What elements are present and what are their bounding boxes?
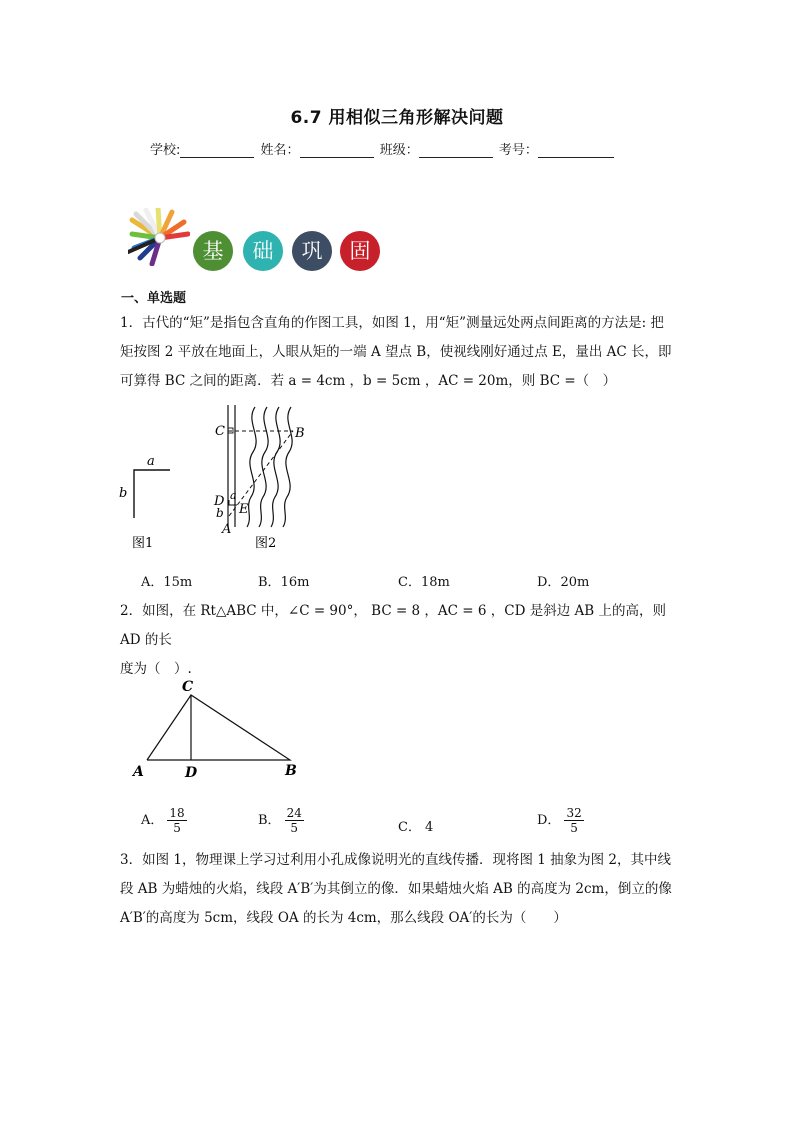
fig2-label-A: A — [222, 522, 232, 537]
q2-option-b[interactable] — [258, 806, 304, 835]
question-1-figure-2 — [205, 402, 315, 557]
question-1-line-3: 可算得 BC 之间的距离．若 a = 4cm ，b = 5cm ，AC = 20m，则 BC =（ ） — [120, 373, 617, 389]
exam-number-label: 考号： — [498, 143, 538, 158]
student-info-line — [150, 139, 616, 158]
denominator: 5 — [290, 821, 299, 835]
option-key: C． — [398, 575, 421, 590]
option-value: 15m — [163, 575, 193, 590]
option-value: 20m — [560, 575, 590, 590]
banner-circle-gong: 巩 — [292, 231, 332, 271]
numerator: 32 — [566, 806, 582, 820]
fig2-label-C: C — [215, 424, 225, 439]
banner-circle-ji: 基 — [193, 231, 233, 271]
fig2-label-b: b — [216, 506, 224, 520]
q2-option-a[interactable] — [141, 806, 187, 835]
denominator: 5 — [173, 821, 181, 835]
question-1-line-2: 矩按图 2 平放在地面上，人眼从矩的一端 A 望点 B，使视线刚好通过点 E，量出 AC 长，即 — [120, 344, 672, 360]
denominator: 5 — [570, 821, 578, 835]
q2-label-C: C — [182, 679, 194, 695]
banner-circle-gu: 固 — [340, 231, 380, 271]
question-1-line-1: 1．古代的“矩”是指包含直角的作图工具，如图 1，用“矩”测量远处两点间距离的方法是: 把 — [120, 315, 664, 331]
q2-label-D: D — [185, 765, 198, 781]
question-3 — [120, 846, 680, 933]
question-2 — [120, 597, 680, 684]
option-key: A． — [141, 575, 164, 590]
school-label: 学校: — [150, 143, 181, 158]
fig2-caption: 图2 — [255, 536, 277, 551]
question-3-line-2: 段 AB 为蜡烛的火焰，线段 A′B′为其倒立的像．如果蜡烛火焰 AB 的高度为 2cm，倒立的像 — [120, 881, 672, 897]
q1-option-d[interactable] — [537, 571, 589, 590]
q1-option-b[interactable] — [258, 571, 309, 590]
option-key: B． — [258, 813, 281, 828]
numerator: 18 — [169, 806, 185, 820]
page-title: 6.7 用相似三角形解决问题 — [290, 108, 504, 128]
name-label: 姓名： — [260, 143, 300, 158]
option-key: C． — [398, 820, 421, 835]
q2-option-c[interactable] — [398, 816, 433, 835]
question-1-figure-1 — [114, 448, 184, 558]
class-blank[interactable] — [419, 144, 493, 158]
option-key: D． — [537, 575, 561, 590]
question-3-line-1: 3．如图 1，物理课上学习过利用小孔成像说明光的直线传播．现将图 1 抽象为图 2，其中线 — [120, 852, 672, 868]
numerator: 24 — [286, 806, 302, 820]
option-value: 16m — [280, 575, 310, 590]
class-label: 班级： — [379, 143, 419, 158]
q2-label-A: A — [133, 764, 144, 780]
fig2-label-B: B — [295, 426, 305, 441]
question-2-line-2: 度为（ ）. — [120, 661, 192, 677]
fraction — [285, 806, 304, 835]
banner-circle-chu: 础 — [243, 231, 283, 271]
fig1-caption: 图1 — [132, 536, 154, 551]
q1-option-a[interactable] — [141, 571, 192, 590]
fraction — [167, 806, 186, 835]
option-value: 18m — [420, 575, 450, 590]
colored-pencils-icon — [128, 208, 190, 266]
q2-option-d[interactable] — [537, 806, 584, 835]
fig1-label-b: b — [119, 486, 128, 501]
fig2-label-E: E — [239, 502, 249, 517]
question-2-line-1: 2．如图，在 Rt△ABC 中，∠C = 90°， BC = 8 ，AC = 6 ，CD 是斜边 AB 上的高，则 AD 的长 — [120, 603, 666, 648]
q2-label-B: B — [285, 763, 297, 779]
section-heading: 一、单选题 — [121, 291, 187, 306]
fraction — [564, 806, 583, 835]
fig2-label-D: D — [214, 494, 225, 509]
option-value: 4 — [424, 820, 434, 835]
question-2-triangle-figure — [128, 676, 308, 784]
school-blank[interactable] — [180, 144, 254, 158]
name-blank[interactable] — [300, 144, 374, 158]
option-key: D． — [537, 813, 561, 828]
exam-number-blank[interactable] — [538, 144, 614, 158]
question-3-line-3: A′B′的高度为 5cm，线段 OA 的长为 4cm，那么线段 OA′的长为（ ） — [120, 910, 567, 926]
question-1 — [120, 309, 680, 396]
option-key: B． — [258, 575, 281, 590]
option-key: A． — [141, 813, 164, 828]
q1-option-c[interactable] — [398, 571, 450, 590]
fig1-label-a: a — [147, 454, 155, 469]
fig2-label-a: a — [230, 489, 237, 502]
